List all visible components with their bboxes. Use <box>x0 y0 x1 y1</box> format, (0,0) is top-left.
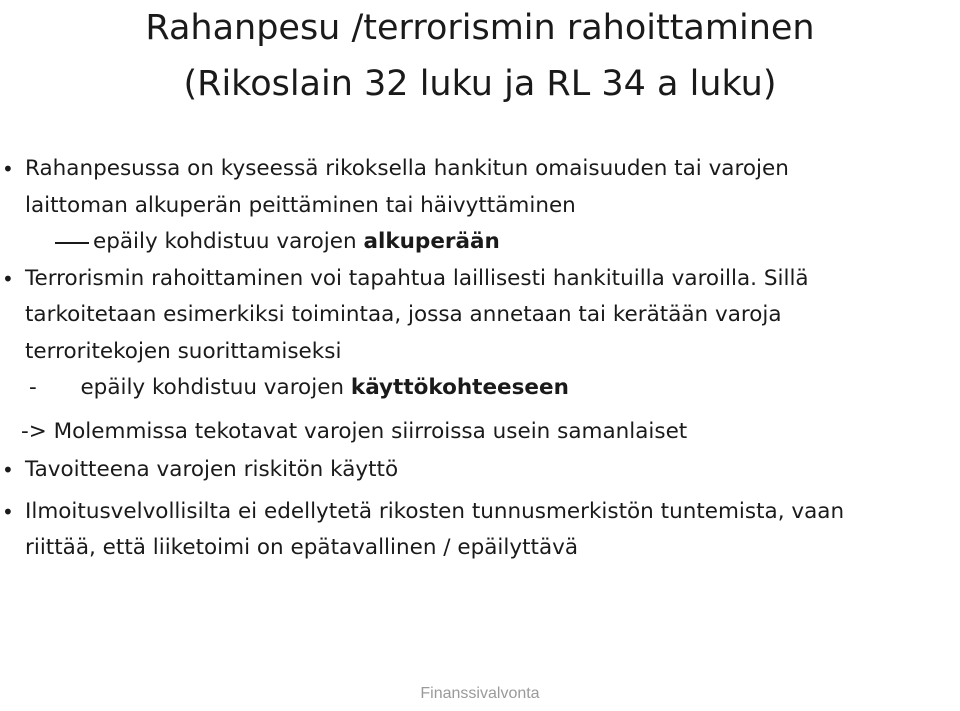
bullet-item-4-line-2: riittää, että liiketoimi on epätavallinen / epäilyttävä <box>25 535 579 560</box>
footer-brand: Finanssivalvonta <box>420 685 540 702</box>
bullet-item-1 <box>0 151 960 188</box>
bullet-icon: • <box>2 157 14 181</box>
bullet-item-3 <box>0 452 960 489</box>
sub-item-1-bold: alkuperään <box>363 229 500 254</box>
slide-title <box>0 0 960 112</box>
sub-item-2 <box>0 370 960 407</box>
bullet-item-1-line-1: Rahanpesussa on kyseessä rikoksella hankitun omaisuuden tai varojen <box>25 156 789 181</box>
bullet-item-4 <box>0 494 960 531</box>
bullet-item-2-cont-1 <box>0 297 960 334</box>
bullet-icon: • <box>2 266 14 291</box>
bullet-item-2-line-1: Terrorismin rahoittaminen voi tapahtua laillisesti hankituilla varoilla. Sillä <box>25 265 809 291</box>
dash-icon <box>55 242 89 244</box>
title-line-2: (Rikoslain 32 luku ja RL 34 a luku) <box>183 64 777 104</box>
slide-body <box>0 151 960 567</box>
bullet-icon: • <box>2 499 14 524</box>
sub-item-1 <box>0 224 960 261</box>
sub-item-1-text: epäily kohdistuu varojen <box>93 229 364 254</box>
note-text: -> Molemmissa tekotavat varojen siirroissa usein samanlaiset <box>21 418 688 444</box>
bullet-icon: • <box>2 458 14 482</box>
bullet-item-3-line-1: Tavoitteena varojen riskitön käyttö <box>25 457 399 482</box>
bullet-item-4-cont <box>0 530 960 567</box>
bullet-item-2-line-3: terroritekojen suorittamiseksi <box>25 338 342 364</box>
sub-item-2-bold: käyttökohteeseen <box>350 375 569 400</box>
bullet-item-2 <box>0 261 960 298</box>
note-line <box>0 414 960 451</box>
bullet-item-1-cont <box>0 188 960 225</box>
bullet-item-2-line-2: tarkoitetaan esimerkiksi toimintaa, jossa annetaan tai kerätään varoja <box>25 302 782 327</box>
bullet-item-1-line-2: laittoman alkuperän peittäminen tai häivyttäminen <box>25 192 576 218</box>
bullet-item-4-line-1: Ilmoitusvelvollisilta ei edellytetä rikosten tunnusmerkistön tuntemista, vaan <box>25 498 845 524</box>
sub-item-2-prefix: - <box>29 375 51 400</box>
bullet-item-2-cont-2 <box>0 334 960 371</box>
title-line-1: Rahanpesu /terrorismin rahoittaminen <box>145 8 815 48</box>
sub-item-2-text: epäily kohdistuu varojen <box>80 375 351 400</box>
